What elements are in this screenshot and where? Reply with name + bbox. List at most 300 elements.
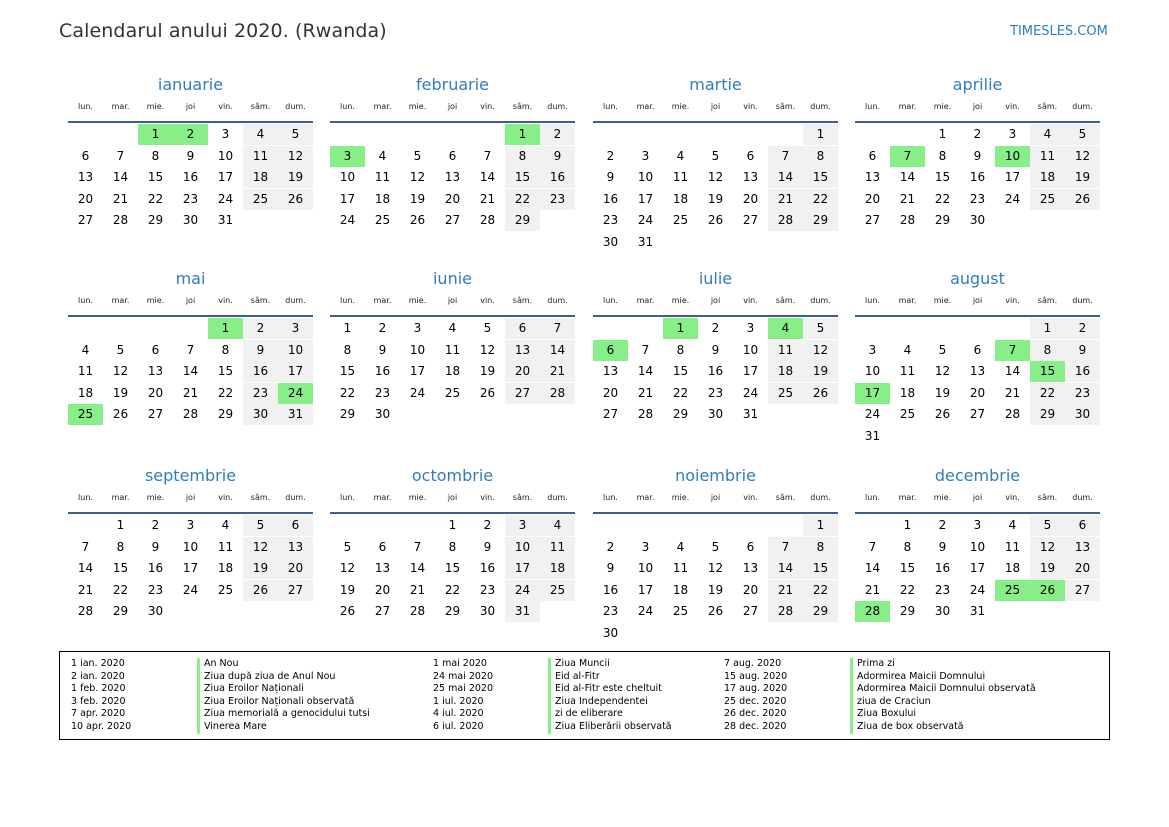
day-cell[interactable]: 29 [803, 601, 838, 622]
day-cell[interactable]: 14 [1004, 364, 1021, 378]
day-cell[interactable]: 18 [77, 385, 94, 400]
day-cell[interactable]: 5 [1065, 124, 1100, 145]
day-cell[interactable]: 26 [934, 407, 951, 421]
day-cell[interactable]: 5 [343, 539, 352, 554]
day-cell[interactable]: 29 [217, 407, 234, 421]
day-cell[interactable]: 21 [768, 189, 803, 210]
day-cell[interactable]: 7 [868, 539, 877, 554]
day-cell[interactable]: 29 [934, 213, 951, 227]
day-cell[interactable]: 18 [243, 167, 278, 188]
day-cell[interactable]: 26 [339, 604, 356, 618]
day-cell[interactable]: 13 [864, 170, 881, 184]
day-cell[interactable]: 3 [413, 321, 422, 335]
day-cell[interactable]: 11 [768, 340, 803, 361]
day-cell[interactable]: 28 [182, 407, 199, 421]
day-cell[interactable]: 14 [112, 170, 129, 184]
day-cell[interactable]: 22 [112, 582, 129, 597]
day-cell[interactable]: 2 [973, 127, 982, 141]
day-cell[interactable]: 28 [409, 604, 426, 618]
day-cell[interactable]: 3 [641, 148, 650, 163]
day-cell[interactable]: 29 [803, 210, 838, 231]
day-cell[interactable]: 19 [803, 361, 838, 382]
day-cell[interactable]: 7 [540, 318, 575, 339]
day-cell[interactable]: 14 [77, 561, 94, 575]
day-cell[interactable]: 28 [479, 213, 496, 227]
day-cell[interactable]: 16 [182, 170, 199, 184]
day-cell[interactable]: 17 [339, 191, 356, 206]
day-cell[interactable]: 10 [742, 342, 759, 357]
day-cell[interactable]: 4 [448, 321, 457, 335]
day-cell[interactable]: 5 [278, 124, 313, 145]
day-cell[interactable]: 18 [768, 361, 803, 382]
day-cell[interactable]: 12 [707, 170, 724, 184]
day-cell[interactable]: 26 [278, 189, 313, 210]
day-cell[interactable]: 25 [374, 213, 391, 227]
day-cell[interactable]: 6 [81, 148, 90, 163]
day-cell[interactable]: 1 [938, 127, 947, 141]
day-cell[interactable]: 22 [505, 189, 540, 210]
day-cell[interactable]: 15 [672, 364, 689, 378]
day-cell[interactable]: 24 [505, 580, 540, 601]
day-cell[interactable]: 8 [221, 342, 230, 357]
day-cell[interactable]: 5 [413, 148, 422, 163]
day-cell[interactable]: 19 [1065, 167, 1100, 188]
day-cell[interactable]: 19 [243, 558, 278, 579]
day-cell[interactable]: 26 [479, 385, 496, 400]
day-cell[interactable]: 1 [448, 518, 457, 532]
day-cell[interactable]: 6 [1065, 515, 1100, 536]
day-cell[interactable]: 8 [1030, 340, 1065, 361]
day-cell[interactable]: 11 [243, 146, 278, 167]
day-cell[interactable]: 4 [903, 342, 912, 357]
day-cell[interactable]: 14 [768, 167, 803, 188]
day-cell[interactable]: 13 [147, 364, 164, 378]
holiday-day-cell[interactable]: 26 [1030, 580, 1065, 601]
day-cell[interactable]: 28 [540, 383, 575, 404]
day-cell[interactable]: 30 [969, 213, 986, 227]
day-cell[interactable]: 15 [934, 170, 951, 184]
day-cell[interactable]: 6 [746, 539, 755, 554]
day-cell[interactable]: 18 [444, 364, 461, 378]
day-cell[interactable]: 10 [182, 539, 199, 554]
day-cell[interactable]: 12 [409, 170, 426, 184]
day-cell[interactable]: 24 [637, 213, 654, 227]
day-cell[interactable]: 20 [742, 191, 759, 206]
day-cell[interactable]: 29 [1030, 404, 1065, 425]
day-cell[interactable]: 2 [483, 518, 492, 532]
day-cell[interactable]: 12 [278, 146, 313, 167]
day-cell[interactable]: 26 [112, 407, 129, 421]
day-cell[interactable]: 6 [505, 318, 540, 339]
day-cell[interactable]: 4 [378, 148, 387, 163]
day-cell[interactable]: 21 [479, 191, 496, 206]
day-cell[interactable]: 26 [1065, 189, 1100, 210]
day-cell[interactable]: 3 [641, 539, 650, 554]
day-cell[interactable]: 5 [483, 321, 492, 335]
day-cell[interactable]: 5 [803, 318, 838, 339]
day-cell[interactable]: 7 [768, 146, 803, 167]
day-cell[interactable]: 11 [672, 561, 689, 575]
day-cell[interactable]: 15 [505, 167, 540, 188]
day-cell[interactable]: 27 [147, 407, 164, 421]
day-cell[interactable]: 8 [938, 148, 947, 163]
day-cell[interactable]: 20 [864, 191, 881, 206]
day-cell[interactable]: 17 [637, 191, 654, 206]
day-cell[interactable]: 14 [899, 170, 916, 184]
day-cell[interactable]: 2 [378, 321, 387, 335]
day-cell[interactable]: 13 [505, 340, 540, 361]
day-cell[interactable]: 11 [899, 364, 916, 378]
day-cell[interactable]: 4 [243, 124, 278, 145]
day-cell[interactable]: 21 [768, 580, 803, 601]
day-cell[interactable]: 21 [864, 582, 881, 597]
day-cell[interactable]: 1 [803, 124, 838, 145]
day-cell[interactable]: 25 [1030, 189, 1065, 210]
day-cell[interactable]: 30 [602, 234, 619, 249]
day-cell[interactable]: 9 [1065, 340, 1100, 361]
day-cell[interactable]: 22 [672, 385, 689, 400]
day-cell[interactable]: 20 [1065, 558, 1100, 579]
day-cell[interactable]: 24 [182, 582, 199, 597]
day-cell[interactable]: 15 [217, 364, 234, 378]
day-cell[interactable]: 4 [1008, 518, 1017, 532]
holiday-day-cell[interactable]: 6 [593, 340, 628, 361]
brand-link[interactable]: TIMESLES.COM [1010, 24, 1108, 39]
day-cell[interactable]: 9 [243, 340, 278, 361]
day-cell[interactable]: 18 [1030, 167, 1065, 188]
day-cell[interactable]: 15 [444, 561, 461, 575]
day-cell[interactable]: 4 [540, 515, 575, 536]
day-cell[interactable]: 24 [969, 582, 986, 597]
day-cell[interactable]: 8 [448, 539, 457, 554]
day-cell[interactable]: 10 [637, 170, 654, 184]
day-cell[interactable]: 11 [444, 342, 461, 357]
day-cell[interactable]: 13 [1065, 537, 1100, 558]
day-cell[interactable]: 26 [707, 213, 724, 227]
day-cell[interactable]: 27 [278, 580, 313, 601]
day-cell[interactable]: 21 [540, 361, 575, 382]
day-cell[interactable]: 14 [479, 170, 496, 184]
day-cell[interactable]: 6 [278, 515, 313, 536]
day-cell[interactable]: 28 [112, 213, 129, 227]
day-cell[interactable]: 11 [540, 537, 575, 558]
day-cell[interactable]: 12 [707, 561, 724, 575]
day-cell[interactable]: 2 [606, 539, 615, 554]
day-cell[interactable]: 24 [637, 604, 654, 618]
day-cell[interactable]: 8 [151, 148, 160, 163]
day-cell[interactable]: 19 [1030, 558, 1065, 579]
day-cell[interactable]: 7 [186, 342, 195, 357]
day-cell[interactable]: 27 [742, 213, 759, 227]
day-cell[interactable]: 17 [1004, 170, 1021, 184]
day-cell[interactable]: 27 [77, 213, 94, 227]
day-cell[interactable]: 27 [374, 604, 391, 618]
day-cell[interactable]: 19 [112, 385, 129, 400]
day-cell[interactable]: 15 [112, 561, 129, 575]
day-cell[interactable]: 28 [768, 210, 803, 231]
day-cell[interactable]: 10 [409, 342, 426, 357]
day-cell[interactable]: 22 [899, 582, 916, 597]
day-cell[interactable]: 23 [147, 582, 164, 597]
day-cell[interactable]: 22 [1030, 383, 1065, 404]
day-cell[interactable]: 17 [742, 364, 759, 378]
day-cell[interactable]: 13 [374, 561, 391, 575]
day-cell[interactable]: 27 [444, 213, 461, 227]
day-cell[interactable]: 14 [637, 364, 654, 378]
day-cell[interactable]: 11 [672, 170, 689, 184]
day-cell[interactable]: 2 [151, 518, 160, 532]
day-cell[interactable]: 30 [602, 625, 619, 640]
holiday-day-cell[interactable]: 24 [278, 383, 313, 404]
day-cell[interactable]: 17 [409, 364, 426, 378]
day-cell[interactable]: 12 [112, 364, 129, 378]
day-cell[interactable]: 22 [147, 191, 164, 206]
day-cell[interactable]: 8 [343, 342, 352, 357]
day-cell[interactable]: 12 [243, 537, 278, 558]
day-cell[interactable]: 20 [374, 582, 391, 597]
day-cell[interactable]: 30 [479, 604, 496, 618]
day-cell[interactable]: 3 [221, 127, 230, 141]
day-cell[interactable]: 30 [182, 213, 199, 227]
day-cell[interactable]: 18 [672, 582, 689, 597]
day-cell[interactable]: 27 [505, 383, 540, 404]
day-cell[interactable]: 22 [444, 582, 461, 597]
day-cell[interactable]: 19 [934, 385, 951, 400]
day-cell[interactable]: 9 [483, 539, 492, 554]
day-cell[interactable]: 12 [803, 340, 838, 361]
day-cell[interactable]: 19 [409, 191, 426, 206]
day-cell[interactable]: 31 [742, 407, 759, 421]
day-cell[interactable]: 30 [374, 407, 391, 421]
day-cell[interactable]: 27 [1065, 580, 1100, 601]
day-cell[interactable]: 17 [969, 561, 986, 575]
day-cell[interactable]: 8 [803, 146, 838, 167]
day-cell[interactable]: 15 [803, 558, 838, 579]
day-cell[interactable]: 7 [768, 537, 803, 558]
day-cell[interactable]: 31 [278, 404, 313, 425]
day-cell[interactable]: 24 [217, 191, 234, 206]
day-cell[interactable]: 8 [116, 539, 125, 554]
day-cell[interactable]: 29 [112, 604, 129, 618]
day-cell[interactable]: 10 [217, 148, 234, 163]
day-cell[interactable]: 16 [243, 361, 278, 382]
holiday-day-cell[interactable]: 10 [995, 146, 1030, 167]
day-cell[interactable]: 2 [540, 124, 575, 145]
day-cell[interactable]: 30 [934, 604, 951, 618]
day-cell[interactable]: 19 [479, 364, 496, 378]
day-cell[interactable]: 11 [77, 364, 94, 378]
day-cell[interactable]: 2 [606, 148, 615, 163]
day-cell[interactable]: 24 [864, 407, 881, 421]
day-cell[interactable]: 13 [969, 364, 986, 378]
day-cell[interactable]: 16 [602, 191, 619, 206]
day-cell[interactable]: 14 [768, 558, 803, 579]
day-cell[interactable]: 2 [243, 318, 278, 339]
day-cell[interactable]: 28 [77, 604, 94, 618]
day-cell[interactable]: 15 [899, 561, 916, 575]
day-cell[interactable]: 24 [1004, 191, 1021, 206]
day-cell[interactable]: 13 [444, 170, 461, 184]
day-cell[interactable]: 1 [903, 518, 912, 532]
day-cell[interactable]: 16 [374, 364, 391, 378]
day-cell[interactable]: 16 [934, 561, 951, 575]
day-cell[interactable]: 17 [217, 170, 234, 184]
day-cell[interactable]: 7 [483, 148, 492, 163]
day-cell[interactable]: 5 [711, 148, 720, 163]
day-cell[interactable]: 23 [1065, 383, 1100, 404]
day-cell[interactable]: 2 [938, 518, 947, 532]
day-cell[interactable]: 20 [742, 582, 759, 597]
day-cell[interactable]: 29 [899, 604, 916, 618]
holiday-day-cell[interactable]: 4 [768, 318, 803, 339]
day-cell[interactable]: 9 [606, 170, 615, 184]
day-cell[interactable]: 19 [339, 582, 356, 597]
day-cell[interactable]: 19 [278, 167, 313, 188]
day-cell[interactable]: 9 [186, 148, 195, 163]
day-cell[interactable]: 27 [602, 407, 619, 421]
day-cell[interactable]: 30 [707, 407, 724, 421]
day-cell[interactable]: 25 [243, 189, 278, 210]
day-cell[interactable]: 11 [1004, 539, 1021, 554]
day-cell[interactable]: 28 [768, 601, 803, 622]
day-cell[interactable]: 10 [637, 561, 654, 575]
holiday-day-cell[interactable]: 28 [855, 601, 890, 622]
day-cell[interactable]: 14 [409, 561, 426, 575]
day-cell[interactable]: 19 [707, 191, 724, 206]
day-cell[interactable]: 30 [1065, 404, 1100, 425]
day-cell[interactable]: 12 [479, 342, 496, 357]
day-cell[interactable]: 25 [899, 407, 916, 421]
day-cell[interactable]: 26 [409, 213, 426, 227]
day-cell[interactable]: 25 [768, 383, 803, 404]
day-cell[interactable]: 7 [641, 342, 650, 357]
day-cell[interactable]: 22 [934, 191, 951, 206]
day-cell[interactable]: 6 [448, 148, 457, 163]
day-cell[interactable]: 6 [868, 148, 877, 163]
day-cell[interactable]: 9 [540, 146, 575, 167]
day-cell[interactable]: 4 [676, 148, 685, 163]
day-cell[interactable]: 8 [505, 146, 540, 167]
day-cell[interactable]: 21 [112, 191, 129, 206]
day-cell[interactable]: 10 [339, 170, 356, 184]
day-cell[interactable]: 1 [116, 518, 125, 532]
day-cell[interactable]: 24 [339, 213, 356, 227]
day-cell[interactable]: 20 [969, 385, 986, 400]
day-cell[interactable]: 10 [969, 539, 986, 554]
day-cell[interactable]: 3 [973, 518, 982, 532]
day-cell[interactable]: 25 [444, 385, 461, 400]
day-cell[interactable]: 25 [217, 582, 234, 597]
holiday-day-cell[interactable]: 17 [855, 383, 890, 404]
day-cell[interactable]: 5 [711, 539, 720, 554]
day-cell[interactable]: 23 [243, 383, 278, 404]
day-cell[interactable]: 22 [803, 189, 838, 210]
day-cell[interactable]: 27 [969, 407, 986, 421]
day-cell[interactable]: 30 [147, 604, 164, 618]
day-cell[interactable]: 10 [278, 340, 313, 361]
day-cell[interactable]: 23 [182, 191, 199, 206]
day-cell[interactable]: 3 [1008, 127, 1017, 141]
day-cell[interactable]: 18 [374, 191, 391, 206]
day-cell[interactable]: 20 [505, 361, 540, 382]
day-cell[interactable]: 26 [707, 604, 724, 618]
day-cell[interactable]: 5 [1030, 515, 1065, 536]
day-cell[interactable]: 16 [707, 364, 724, 378]
day-cell[interactable]: 17 [278, 361, 313, 382]
day-cell[interactable]: 7 [413, 539, 422, 554]
holiday-day-cell[interactable]: 7 [890, 146, 925, 167]
day-cell[interactable]: 16 [479, 561, 496, 575]
day-cell[interactable]: 3 [505, 515, 540, 536]
day-cell[interactable]: 13 [742, 561, 759, 575]
day-cell[interactable]: 23 [602, 213, 619, 227]
day-cell[interactable]: 23 [707, 385, 724, 400]
day-cell[interactable]: 1 [343, 321, 352, 335]
day-cell[interactable]: 17 [505, 558, 540, 579]
day-cell[interactable]: 29 [505, 210, 540, 231]
day-cell[interactable]: 4 [1030, 124, 1065, 145]
day-cell[interactable]: 15 [803, 167, 838, 188]
day-cell[interactable]: 6 [973, 342, 982, 357]
day-cell[interactable]: 13 [278, 537, 313, 558]
day-cell[interactable]: 2 [1065, 318, 1100, 339]
day-cell[interactable]: 13 [77, 170, 94, 184]
day-cell[interactable]: 22 [217, 385, 234, 400]
day-cell[interactable]: 3 [278, 318, 313, 339]
day-cell[interactable]: 21 [899, 191, 916, 206]
day-cell[interactable]: 20 [602, 385, 619, 400]
day-cell[interactable]: 8 [803, 537, 838, 558]
day-cell[interactable]: 9 [938, 539, 947, 554]
day-cell[interactable]: 21 [409, 582, 426, 597]
holiday-day-cell[interactable]: 7 [995, 340, 1030, 361]
holiday-day-cell[interactable]: 25 [68, 404, 103, 425]
day-cell[interactable]: 18 [217, 561, 234, 575]
day-cell[interactable]: 5 [116, 342, 125, 357]
day-cell[interactable]: 17 [637, 582, 654, 597]
day-cell[interactable]: 12 [339, 561, 356, 575]
day-cell[interactable]: 9 [973, 148, 982, 163]
day-cell[interactable]: 3 [186, 518, 195, 532]
day-cell[interactable]: 21 [637, 385, 654, 400]
day-cell[interactable]: 24 [409, 385, 426, 400]
day-cell[interactable]: 16 [540, 167, 575, 188]
holiday-day-cell[interactable]: 2 [173, 124, 208, 145]
holiday-day-cell[interactable]: 15 [1030, 361, 1065, 382]
day-cell[interactable]: 1 [803, 515, 838, 536]
day-cell[interactable]: 30 [243, 404, 278, 425]
day-cell[interactable]: 9 [378, 342, 387, 357]
day-cell[interactable]: 4 [81, 342, 90, 357]
day-cell[interactable]: 20 [444, 191, 461, 206]
holiday-day-cell[interactable]: 25 [995, 580, 1030, 601]
day-cell[interactable]: 23 [602, 604, 619, 618]
day-cell[interactable]: 25 [672, 213, 689, 227]
day-cell[interactable]: 28 [899, 213, 916, 227]
day-cell[interactable]: 21 [1004, 385, 1021, 400]
day-cell[interactable]: 10 [505, 537, 540, 558]
day-cell[interactable]: 14 [182, 364, 199, 378]
day-cell[interactable]: 31 [505, 601, 540, 622]
holiday-day-cell[interactable]: 1 [208, 318, 243, 339]
day-cell[interactable]: 8 [903, 539, 912, 554]
day-cell[interactable]: 20 [77, 191, 94, 206]
day-cell[interactable]: 14 [540, 340, 575, 361]
day-cell[interactable]: 23 [374, 385, 391, 400]
day-cell[interactable]: 6 [746, 148, 755, 163]
day-cell[interactable]: 19 [707, 582, 724, 597]
day-cell[interactable]: 12 [1030, 537, 1065, 558]
